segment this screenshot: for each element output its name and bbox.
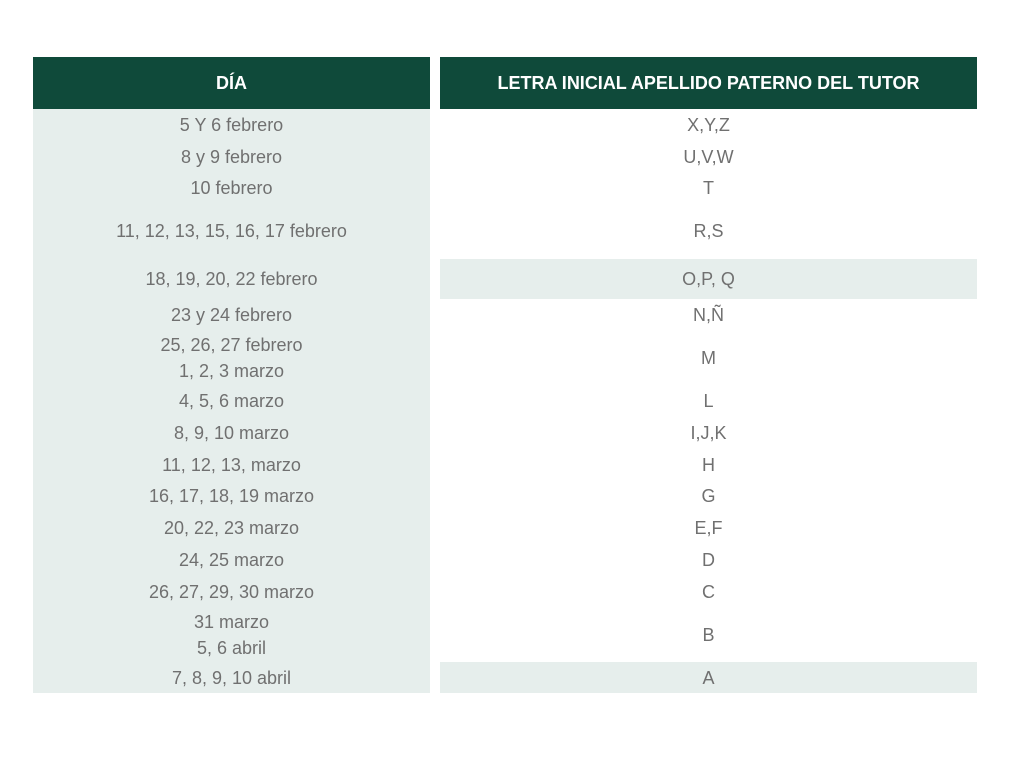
day-text: 20, 22, 23 marzo [163, 518, 300, 538]
day-cell [33, 172, 430, 203]
letter-cell: M [440, 331, 977, 385]
letter-cell: A [440, 662, 977, 693]
day-cell [33, 576, 430, 608]
schedule-table-wrapper [33, 57, 987, 693]
day-cell [33, 331, 430, 385]
header-letter: LETRA INICIAL APELLIDO PATERNO DEL TUTOR [440, 57, 977, 109]
schedule-table [23, 57, 987, 693]
day-text: 23 y 24 febrero [170, 305, 293, 325]
header-row [33, 57, 977, 109]
day-cell [33, 141, 430, 172]
day-text: 24, 25 marzo [178, 550, 285, 570]
table-row [33, 544, 977, 576]
day-text: 1, 2, 3 marzo [178, 361, 285, 381]
letter-cell: C [440, 576, 977, 608]
table-row [33, 608, 977, 662]
letter-cell: H [440, 449, 977, 480]
letter-cell: R,S [440, 203, 977, 259]
letter-cell: G [440, 480, 977, 512]
letter-cell: N,Ñ [440, 299, 977, 331]
table-row [33, 449, 977, 480]
letter-cell: I,J,K [440, 417, 977, 449]
day-text: 25, 26, 27 febrero [160, 335, 303, 355]
day-text: 8, 9, 10 marzo [173, 423, 290, 443]
letter-cell: U,V,W [440, 141, 977, 172]
letter-cell: D [440, 544, 977, 576]
day-text: 4, 5, 6 marzo [178, 391, 285, 411]
day-cell [33, 299, 430, 331]
day-text: 10 febrero [190, 177, 273, 198]
letter-cell: T [440, 172, 977, 203]
day-cell [33, 608, 430, 662]
table-row [33, 417, 977, 449]
day-text: 8 y 9 febrero [180, 146, 283, 167]
table-row [33, 203, 977, 259]
table-row [33, 512, 977, 544]
letter-cell: L [440, 385, 977, 417]
table-row [33, 299, 977, 331]
day-cell [33, 109, 430, 141]
header-day: DÍA [33, 57, 430, 109]
letter-cell: X,Y,Z [440, 109, 977, 141]
day-text: 11, 12, 13, marzo [162, 454, 301, 475]
day-cell [33, 417, 430, 449]
table-row [33, 259, 977, 299]
table-row [33, 141, 977, 172]
letter-cell: B [440, 608, 977, 662]
day-text: 16, 17, 18, 19 marzo [148, 486, 315, 506]
day-text: 5 Y 6 febrero [179, 115, 284, 135]
table-row [33, 109, 977, 141]
day-text: 11, 12, 13, 15, 16, 17 febrero [116, 221, 347, 241]
table-row [33, 480, 977, 512]
table-row [33, 385, 977, 417]
day-cell [33, 385, 430, 417]
day-cell [33, 449, 430, 480]
day-text: 26, 27, 29, 30 marzo [148, 582, 315, 602]
table-row [33, 331, 977, 385]
day-text: 31 marzo [193, 612, 270, 632]
table-row [33, 576, 977, 608]
table-row [33, 172, 977, 203]
day-cell [33, 544, 430, 576]
letter-cell: O,P, Q [440, 259, 977, 299]
day-text: 7, 8, 9, 10 abril [171, 667, 292, 688]
day-cell [33, 512, 430, 544]
table-row [33, 662, 977, 693]
day-cell [33, 662, 430, 693]
letter-cell: E,F [440, 512, 977, 544]
day-text: 5, 6 abril [196, 638, 267, 658]
day-text: 18, 19, 20, 22 febrero [145, 269, 318, 289]
day-cell [33, 203, 430, 259]
day-cell [33, 480, 430, 512]
day-cell [33, 259, 430, 299]
